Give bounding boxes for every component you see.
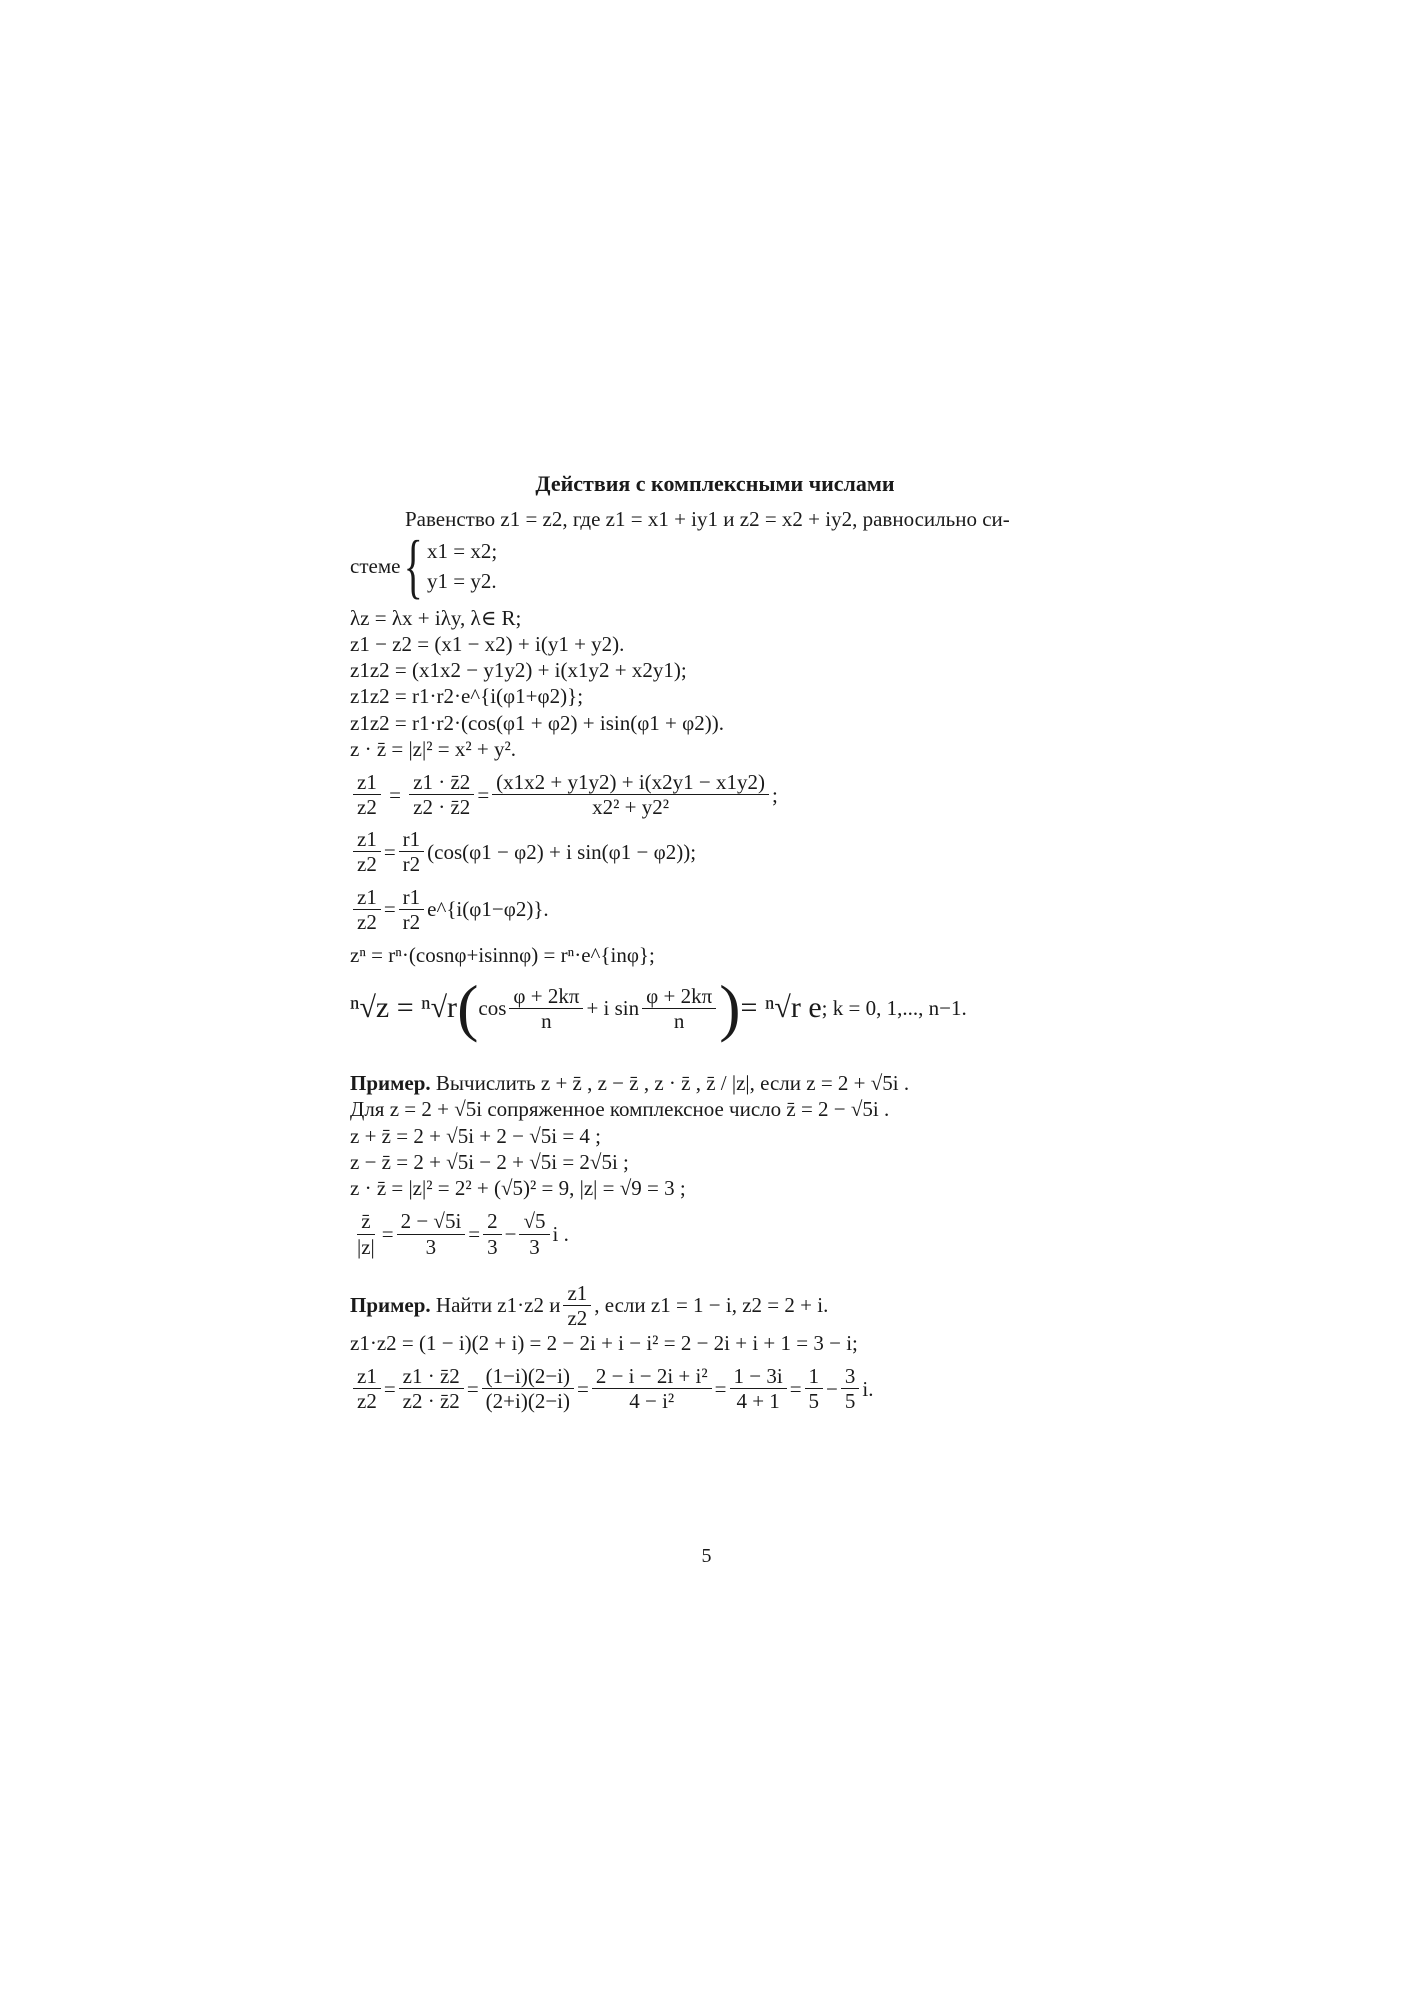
system-row: x1 = x2;: [427, 538, 498, 563]
fraction-numerator: 2: [483, 1209, 502, 1234]
fraction-denominator: 3: [529, 1234, 540, 1259]
fraction-denominator: 3: [487, 1234, 498, 1259]
fraction-numerator: φ + 2kπ: [642, 984, 716, 1009]
fraction-denominator: 4 + 1: [736, 1389, 780, 1414]
quotient-exp-formula: $\frac{z1}{z2}$ = $\frac{r1}{r2}$ e^{i(φ1−φ2)}.: [350, 885, 1080, 934]
equation-system: [350, 525, 1080, 606]
formula: z1z2 = r1·r2·e^{i(φ1+φ2)};: [350, 684, 584, 709]
fraction-numerator: z1 · z̄2: [409, 770, 474, 795]
fraction-numerator: (x1x2 + y1y2) + i(x2y1 − x1y2): [492, 770, 769, 795]
fraction-numerator: z̄: [357, 1209, 374, 1234]
fraction-numerator: φ + 2kπ: [509, 984, 583, 1009]
formula-part: + i sin: [586, 996, 640, 1021]
fraction-denominator: z2 · z̄2: [413, 795, 471, 820]
example-1: [350, 1070, 1080, 1259]
fraction-denominator: x2² + y2²: [592, 795, 670, 820]
formula: λz = λx + iλy, λ∈ R;: [350, 605, 522, 630]
system-row: y1 = y2.: [427, 569, 497, 594]
formula: z1z2 = (x1x2 − y1y2) + i(x1y2 + x2y1);: [350, 658, 687, 683]
fraction-denominator: z2: [357, 852, 377, 877]
formula-part: ; k = 0, 1,..., n−1.: [821, 996, 967, 1021]
fraction-numerator: z1: [353, 885, 381, 910]
root-formula: ⁿ√z = ⁿ√r ( cos $\frac{\varphi + 2k\pi}{n}$ + i sin $\frac{\varphi + 2k\pi}{n}$ ) = ⁿ√r e ; k = 0, 1,..., n−1.: [350, 972, 967, 1044]
example-text: Вычислить z + z̄ , z − z̄ , z · z̄ , z̄ / |z|, если z = 2 + √5i .: [435, 1071, 910, 1096]
quotient-trig-formula: $\frac{z1}{z2}$ = $\frac{r1}{r2}$ (cos(φ1 − φ2) + i sin(φ1 − φ2));: [350, 827, 1080, 876]
formula-part: cos: [478, 996, 507, 1021]
example-fraction-line: $\frac{z̄}{|z|}$ = $\frac{2 - √5i}{3}$ = $\frac{2}{3}$ − $\frac{√5}{3}$ i .: [350, 1209, 1080, 1258]
fraction-numerator: 1 − 3i: [730, 1364, 787, 1389]
fraction-numerator: z1: [353, 1364, 381, 1389]
brace-icon: {: [404, 525, 424, 606]
fraction-numerator: 3: [841, 1364, 860, 1389]
fraction-numerator: r1: [399, 885, 425, 910]
formula: z1 − z2 = (x1 − x2) + i(y1 + y2).: [350, 631, 625, 656]
fraction-denominator: 3: [425, 1234, 437, 1259]
intro-paragraph: Равенство z1 = z2, где z1 = x1 + iy1 и z2 = x2 + iy2, равносильно си-: [405, 506, 1010, 531]
quotient-formula: $\frac{z1}{z2}$ = $\frac{z1 \cdot z̄2}{z2 \cdot z̄2}$ = $\frac{(x1x2 + y1y2) + i(x2y1 - x1y2)}{\text{x2² + y2²}}$ ;: [350, 770, 1080, 819]
fraction-numerator: z1: [353, 827, 381, 852]
fraction-numerator: r1: [399, 827, 425, 852]
fraction-numerator: 2 − √5i: [397, 1209, 466, 1234]
fraction-denominator: z2: [357, 1389, 377, 1414]
fraction-denominator: r2: [402, 909, 421, 934]
system-label: стеме: [350, 554, 401, 579]
fraction-denominator: n: [541, 1008, 552, 1033]
example-2: [350, 1281, 1080, 1414]
fraction-denominator: |z|: [357, 1234, 375, 1259]
fraction-denominator: z2: [357, 795, 377, 820]
fraction-numerator: 2 − i − 2i + i²: [592, 1364, 712, 1389]
formula-part: = ⁿ√r e: [740, 991, 822, 1025]
example-fraction-line: $\frac{z1}{z2}$ = $\frac{z1 \cdot z̄2}{z2 \cdot z̄2}$ = $\frac{(1-i)(2-i)}{(2+i)(2-i)}$ = $\frac{\text{2 − i − 2i + i²}}{\text{4 − i²}}$ = $\frac{1 - 3i}{4 + 1}$ = $\frac{1}{5}$ − $\frac{3}{5}$ i.: [350, 1364, 1080, 1413]
document-page: [350, 460, 1080, 1421]
fraction-denominator: 5: [844, 1389, 856, 1414]
fraction-denominator: n: [673, 1008, 685, 1033]
fraction-numerator: (1−i)(2−i): [482, 1364, 574, 1389]
example-label: Пример.: [350, 1071, 431, 1096]
page-number: 5: [701, 1545, 712, 1567]
formula: z1z2 = r1·r2·(cos(φ1 + φ2) + isin(φ1 + φ2)).: [350, 710, 725, 735]
fraction-denominator: z2: [357, 909, 377, 934]
example-line: Для z = 2 + √5i сопряженное комплексное число z̄ = 2 − √5i .: [350, 1097, 890, 1122]
fraction-denominator: r2: [402, 852, 421, 877]
example-line: z · z̄ = |z|² = 2² + (√5)² = 9, |z| = √9 = 3 ;: [350, 1176, 686, 1201]
fraction-numerator: z1 · z̄2: [399, 1364, 464, 1389]
example-line: z + z̄ = 2 + √5i + 2 − √5i = 4 ;: [350, 1123, 602, 1148]
fraction-numerator: z1: [353, 770, 381, 795]
example-text: Найти z1·z2 и: [435, 1293, 561, 1318]
example-line: z1·z2 = (1 − i)(2 + i) = 2 − 2i + i − i² = 2 − 2i + i + 1 = 3 − i;: [350, 1330, 858, 1355]
fraction-numerator: √5: [519, 1209, 549, 1234]
formula-tail: e^{i(φ1−φ2)}.: [427, 897, 549, 922]
fraction-denominator: (2+i)(2−i): [485, 1389, 570, 1414]
formula: zⁿ = rⁿ·(cosnφ+isinnφ) = rⁿ·e^{inφ};: [350, 942, 655, 967]
example-label: Пример.: [350, 1293, 431, 1318]
fraction-numerator: z1: [563, 1281, 591, 1306]
fraction-numerator: 1: [805, 1364, 824, 1389]
fraction-denominator: 4 − i²: [629, 1389, 675, 1414]
example-line: z − z̄ = 2 + √5i − 2 + √5i = 2√5i ;: [350, 1149, 629, 1174]
formula-tail: (cos(φ1 − φ2) + i sin(φ1 − φ2));: [427, 839, 697, 864]
fraction-denominator: z2: [567, 1305, 588, 1330]
example-text: , если z1 = 1 − i, z2 = 2 + i.: [594, 1293, 829, 1318]
fraction-denominator: z2 · z̄2: [402, 1389, 460, 1414]
fraction-denominator: 5: [808, 1389, 820, 1414]
formula-part: ⁿ√z = ⁿ√r: [350, 991, 458, 1025]
section-title: Действия с комплексными числами: [535, 471, 895, 496]
formula: z · z̄ = |z|² = x² + y².: [350, 736, 517, 761]
